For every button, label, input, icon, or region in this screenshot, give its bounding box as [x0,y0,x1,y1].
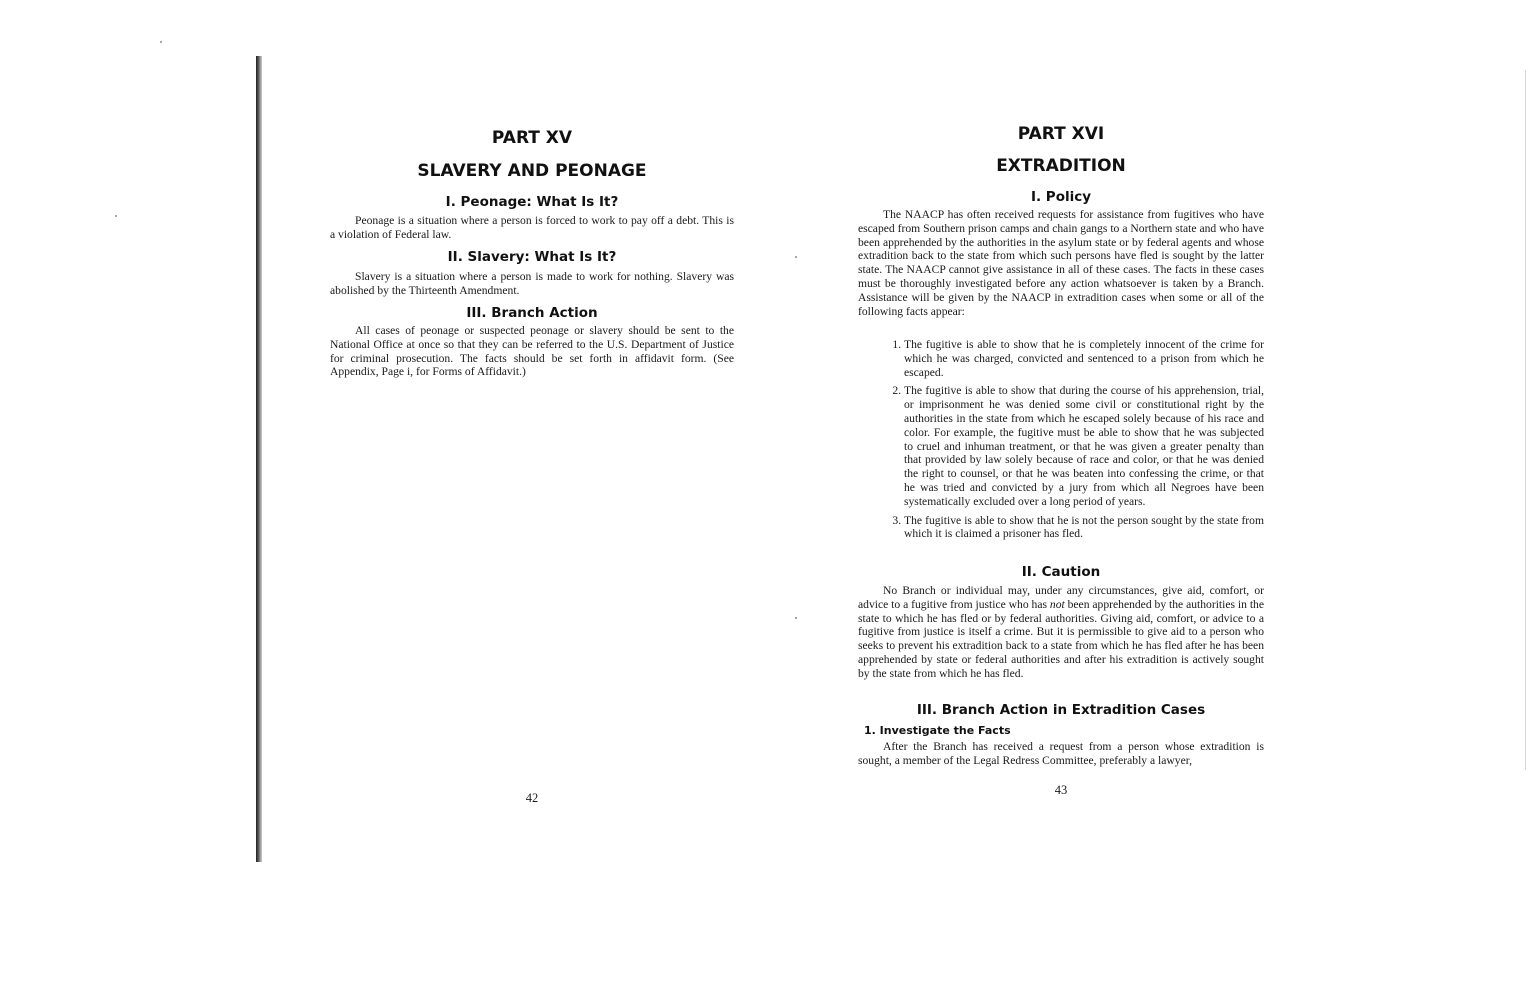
caution-text-part: been apprehended by the authorities in the state to which he has fled or by federal authorities. Giving aid, comfort, or advice to a fugitive from justice is itself a crime. But it is permissible to give aid to a person who seeks to prevent his extradition back to a state from which he has fled after he has been apprehended by state or federal authorities and after his extradition is actively sought by the state from which he has fled. [858,597,1264,680]
part-heading: PART XV [491,128,573,148]
list-item: 3. The fugitive is able to show that he is not the person sought by the state from which it is claimed a prisoner has fled. [904,514,1264,542]
book-spine-shadow [256,56,262,862]
branch-action-text: After the Branch has received a request from a person whose extradition is sought, a member of the Legal Redress Committee, preferably a lawyer, [858,740,1264,767]
policy-intro: The NAACP has often received requests for assistance from fugitives who have escaped from Southern prison camps and chain gangs to a Northern state and who have been apprehended by the authorities in the asylum state or by federal agents and whose extradition back to the state from which such persons have fled is sought by the latter state. The NAACP cannot give assistance in all of these cases. The facts in these cases must be thoroughly investigated before any action whatsoever is taken by a Branch. Assistance will be given by the NAACP in extradition cases when some or all of the following facts appear: [858,208,1264,318]
page-edge-line [1525,70,1526,770]
part-title: SLAVERY AND PEONAGE [417,161,647,181]
part-heading: PART XVI [1017,124,1105,144]
section-heading-branch-action-extradition: III. Branch Action in Extradition Cases [916,702,1206,718]
scan-speck [160,41,162,43]
caution-text [858,584,1264,681]
section-text-peonage: Peonage is a situation where a person is forced to work to pay off a debt. This is a violation of Federal law. [330,214,734,241]
page-number: 42 [525,791,539,805]
page-number: 43 [1054,783,1068,797]
part-title: EXTRADITION [996,156,1126,176]
caution-emphasis: not [1049,597,1065,611]
section-heading-policy: I. Policy [1030,189,1092,205]
subheading-investigate: 1. Investigate the Facts [864,724,1011,737]
section-text-slavery: Slavery is a situation where a person is made to work for nothing. Slavery was abolished by the Thirteenth Amendment. [330,270,734,297]
section-heading-caution: II. Caution [1021,564,1101,580]
list-item: 1. The fugitive is able to show that he is completely innocent of the crime for which he was charged, convicted and sentenced to a prison from which he escaped. [904,338,1264,379]
scan-speck [795,617,797,619]
scan-speck [795,256,797,258]
list-item: 2. The fugitive is able to show that during the course of his apprehension, trial, or imprisonment he was denied some civil or constitutional right by the authorities in the state from which he escaped solely because of his race and color. For example, the fugitive must be able to show that he was subjected to cruel and inhuman treatment, or that he was given a greater penalty than that provided by law solely because of race and color, or that he was denied the right to counsel, or that he was beaten into confessing the crime, or that he was tried and convicted by a jury from which all Negroes have been systematically excluded over a long period of years. [904,384,1264,508]
scan-speck [115,215,117,217]
section-text-branch-action: All cases of peonage or suspected peonage or slavery should be sent to the National Office at once so that they can be referred to the U.S. Department of Justice for criminal prosecution. The facts should be set forth in affidavit form. (See Appendix, Page i, for Forms of Affidavit.) [330,324,734,379]
section-heading-branch-action: III. Branch Action [466,305,598,321]
caution-text-part: No Branch or individual may, under any circumstances, give aid, comfort, or advice to a fugitive from justice who has [858,584,1264,611]
section-heading-slavery: II. Slavery: What Is It? [447,249,617,265]
facts-list [878,338,1264,541]
section-heading-peonage: I. Peonage: What Is It? [445,194,619,210]
